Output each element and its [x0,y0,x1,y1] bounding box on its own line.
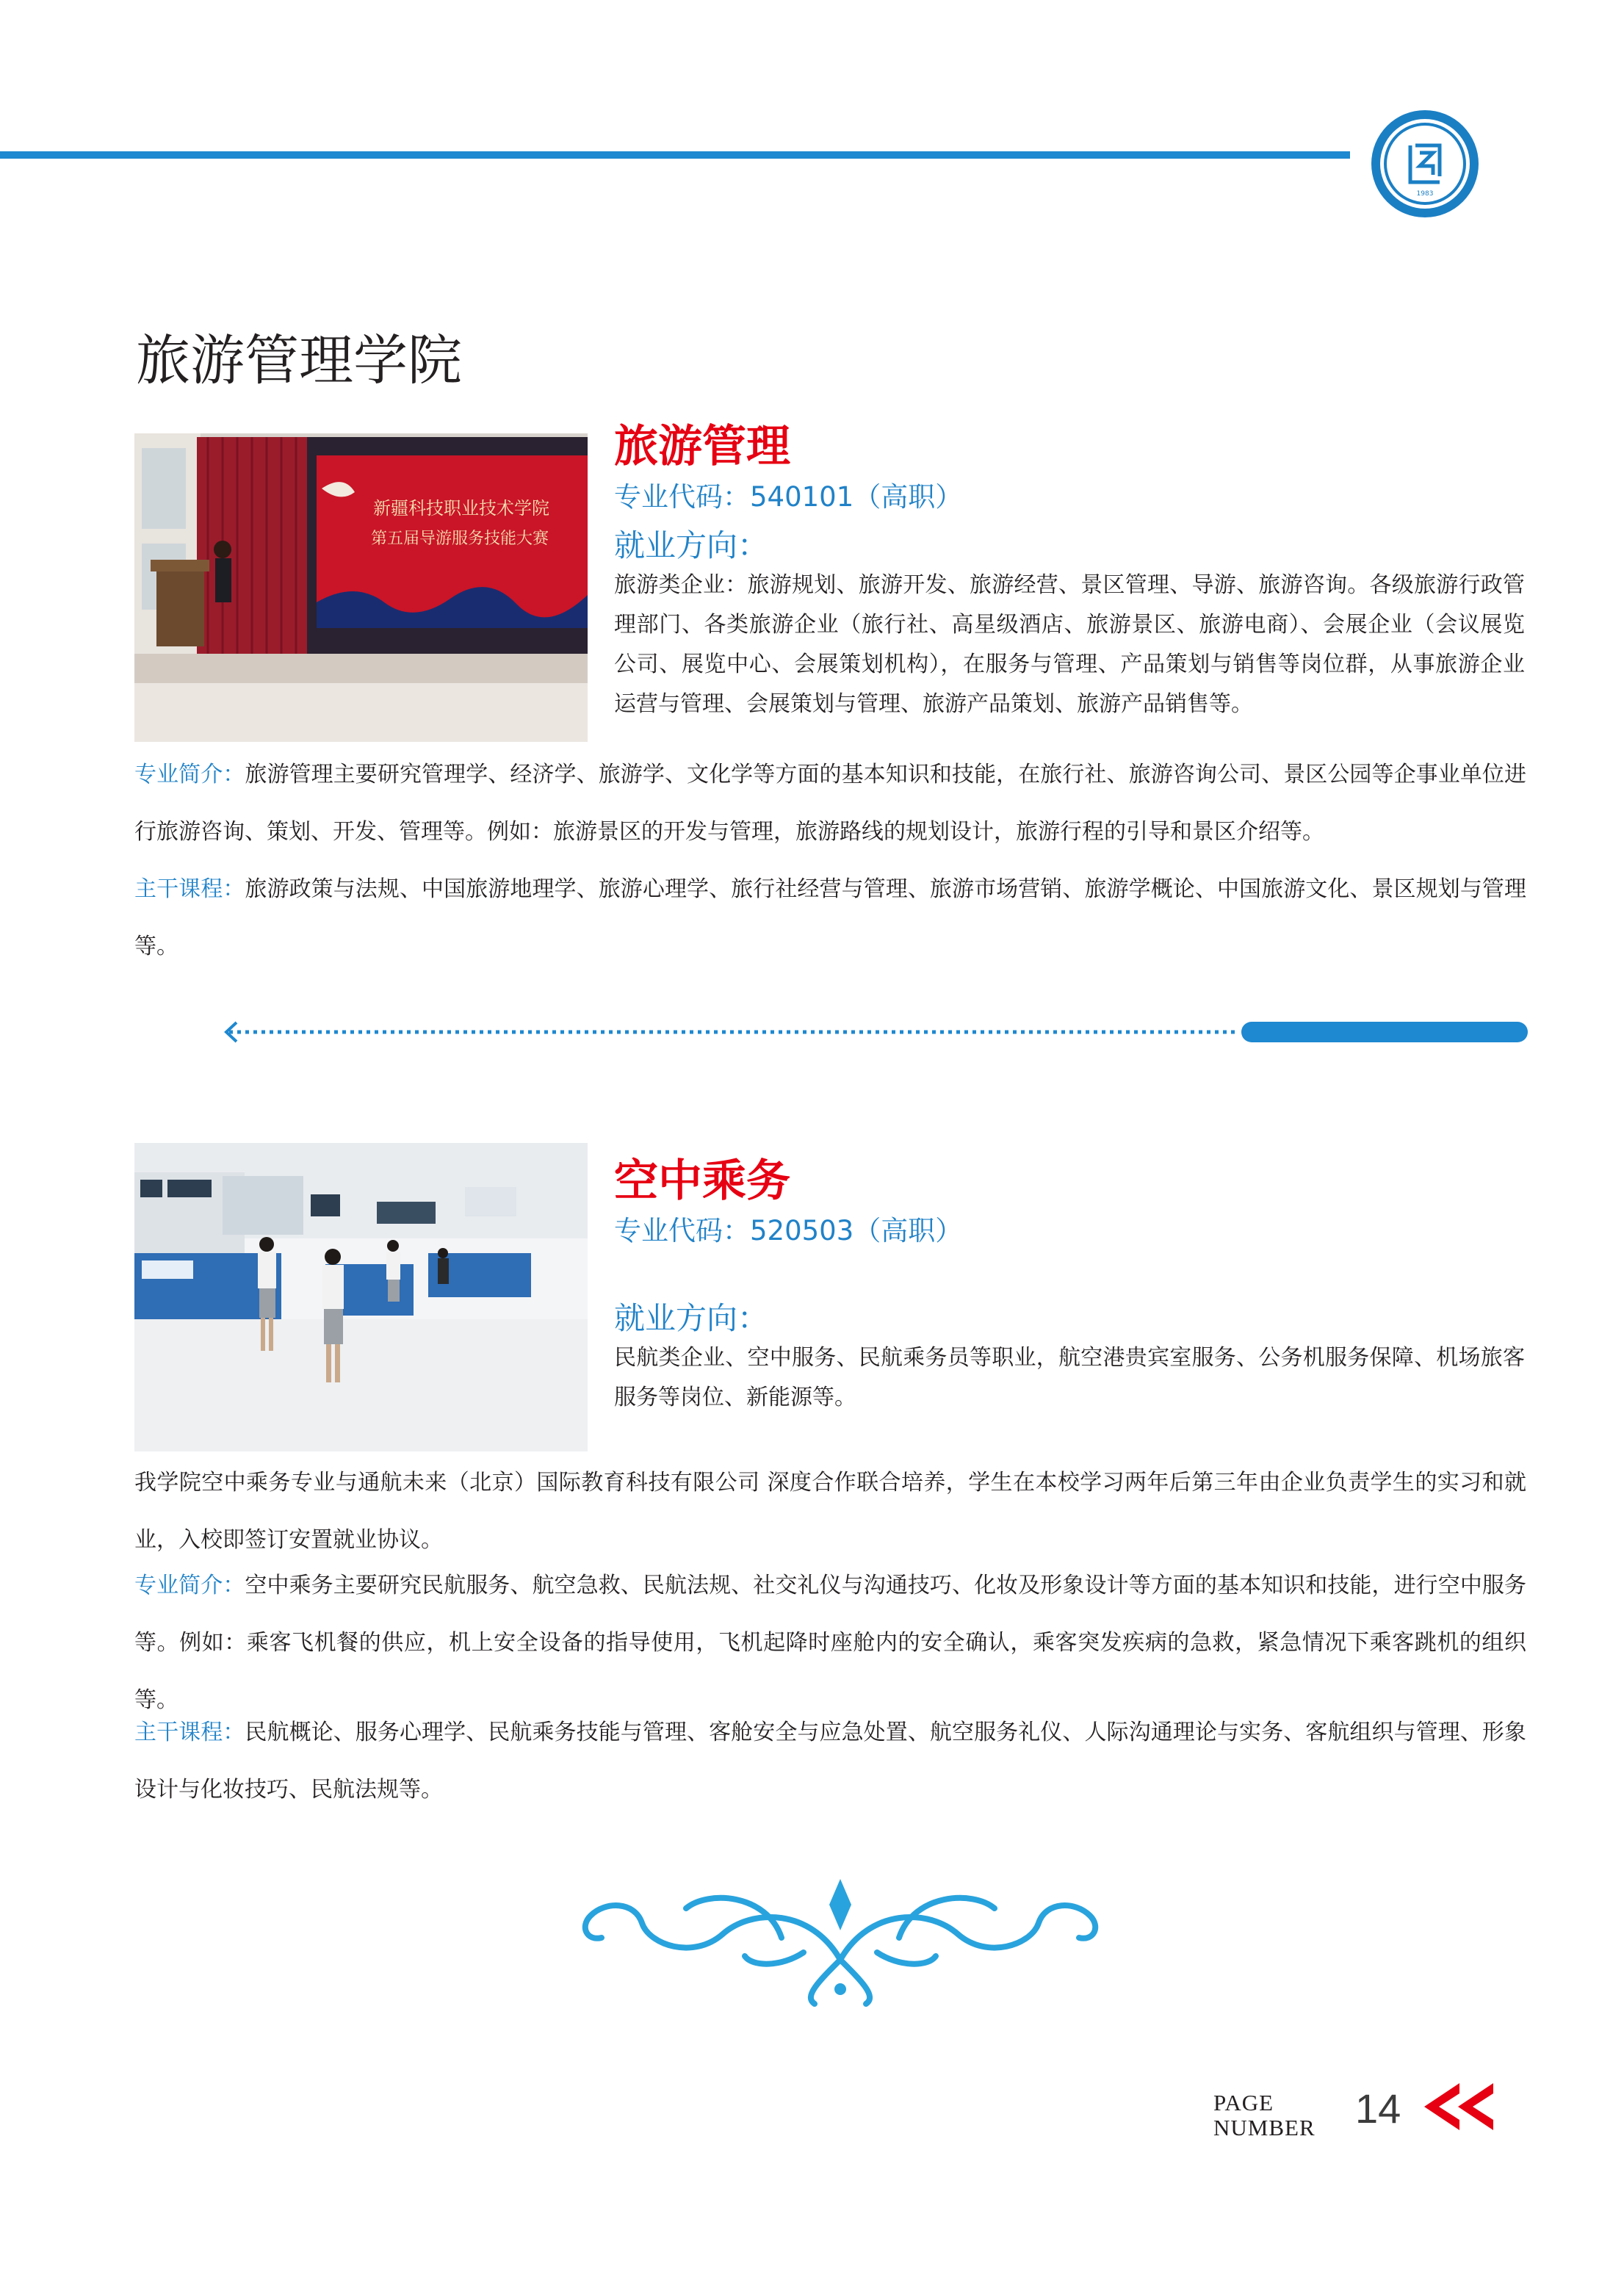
page-number-label: PAGE NUMBER [1213,2090,1316,2140]
courses-label: 主干课程： [134,876,245,902]
page-title: 旅游管理学院 [136,329,462,392]
logo-year: 1983 [1416,190,1434,198]
intro-label: 专业简介： [134,762,245,787]
career-text: 民航类企业、空中服务、民航乘务员等职业，航空港贵宾室服务、公务机服务保障、机场旅客服务等岗位、新能源等。 [614,1345,1525,1410]
coop-text: 我学院空中乘务专业与通航未来（北京）国际教育科技有限公司 深度合作联合培养，学生在本校学习两年后第三年由企业负责学生的实习和就业，入校即签订安置就业协议。 [134,1470,1526,1553]
courses-text: 旅游政策与法规、中国旅游地理学、旅游心理学、旅行社经营与管理、旅游市场营销、旅游学概论、中国旅游文化、景区规划与管理等。 [134,876,1527,959]
section-divider [220,1020,1528,1045]
intro-text: 旅游管理主要研究管理学、经济学、旅游学、文化学等方面的基本知识和技能，在旅行社、旅游咨询公司、景区公园等企事业单位进行旅游咨询、策划、开发、管理等。例如：旅游景区的开发与管理，旅游路线的规划设计，旅游行程的引导和景区介绍等。 [134,762,1527,845]
decorative-flourish [561,1864,1119,2011]
major-intro [134,746,1526,861]
major-name: 空中乘务 [614,1155,790,1207]
photo-banner-line1: 新疆科技职业技术学院 [373,498,549,519]
career-text: 旅游类企业：旅游规划、旅游开发、旅游经营、景区管理、导游、旅游咨询。各级旅游行政管理部门、各类旅游企业（旅行社、高星级酒店、旅游景区、旅游电商）、会展企业（会议展览公司、展览中心、会展策划机构），在服务与管理、产品策划与销售等岗位群，从事旅游企业运营与管理、会展策划与管理、旅游产品策划、旅游产品销售等。 [614,572,1525,717]
major-courses [134,861,1526,975]
double-chevron-left-icon [1421,2080,1502,2133]
major-code: 专业代码：540101（高职） [614,481,963,513]
major-courses [134,1704,1526,1819]
courses-text: 民航概论、服务心理学、民航乘务技能与管理、客舱安全与应急处置、航空服务礼仪、人际沟通理论与实务、客航组织与管理、形象设计与化妆技巧、民航法规等。 [134,1720,1527,1803]
tourism-contest-photo [134,433,588,742]
intro-label: 专业简介： [134,1573,245,1598]
page-number: 14 [1355,2085,1401,2132]
header-rule [0,151,1350,159]
cabin-crew-photo [134,1143,588,1451]
major-name: 旅游管理 [614,421,790,472]
intro-text: 空中乘务主要研究民航服务、航空急救、民航法规、社交礼仪与沟通技巧、化妆及形象设计等方面的基本知识和技能，进行空中服务等。例如：乘客飞机餐的供应，机上安全设备的指导使用，飞机起降时座舱内的安全确认，乘客突发疾病的急救，紧急情况下乘客跳机的组织等。 [134,1573,1527,1713]
major-code: 专业代码：520503（高职） [614,1215,963,1247]
career-heading: 就业方向： [614,527,769,563]
courses-label: 主干课程： [134,1720,245,1745]
photo-banner-line2: 第五届导游服务技能大赛 [371,530,549,548]
college-seal-logo [1370,109,1480,219]
career-heading: 就业方向： [614,1300,769,1336]
major-intro [134,1557,1526,1729]
